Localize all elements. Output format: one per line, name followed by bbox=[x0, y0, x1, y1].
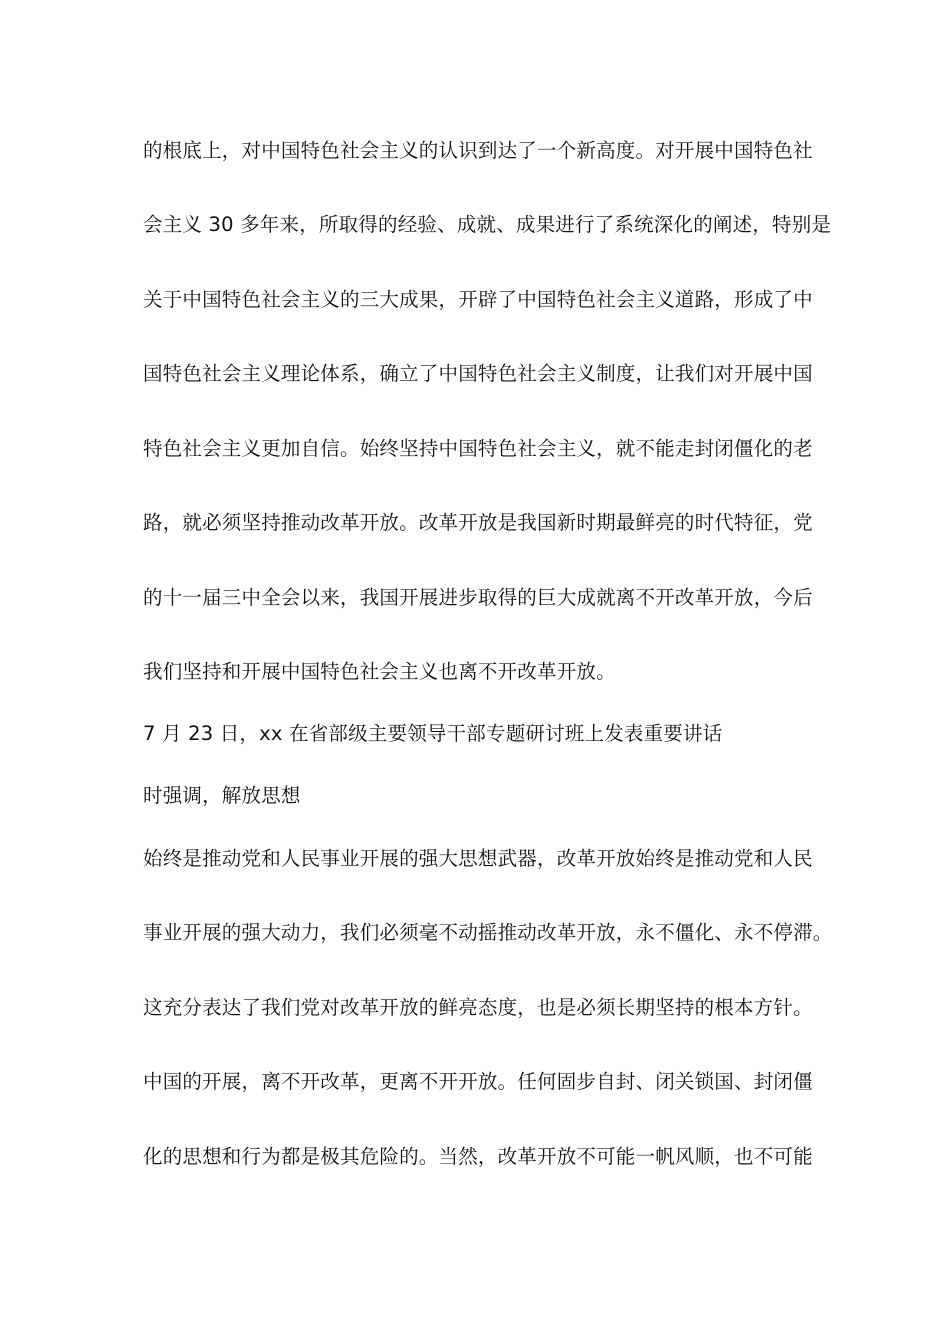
text-line: 这充分表达了我们党对改革开放的鲜亮态度，也是必须长期坚持的根本方针。 bbox=[143, 996, 813, 1019]
text-line: 关于中国特色社会主义的三大成果，开辟了中国特色社会主义道路，形成了中 bbox=[143, 288, 813, 311]
text-line: 会主义 30 多年来，所取得的经验、成就、成果进行了系统深化的阐述，特别是 bbox=[143, 213, 832, 236]
text-line: 的根底上，对中国特色社会主义的认识到达了一个新高度。对开展中国特色社 bbox=[143, 139, 813, 162]
text-line: 时强调，解放思想 bbox=[143, 784, 301, 807]
text-line: 事业开展的强大动力，我们必须毫不动摇推动改革开放，永不僵化、永不停滞。 bbox=[143, 921, 833, 944]
text-line: 中国的开展，离不开改革，更离不开开放。任何固步自封、闭关锁国、封闭僵 bbox=[143, 1070, 813, 1093]
text-line: 我们坚持和开展中国特色社会主义也离不开改革开放。 bbox=[143, 660, 616, 683]
text-line: 特色社会主义更加自信。始终坚持中国特色社会主义，就不能走封闭僵化的老 bbox=[143, 437, 813, 460]
text-line: 路，就必须坚持推动改革开放。改革开放是我国新时期最鲜亮的时代特征，党 bbox=[143, 511, 813, 534]
text-line: 的十一届三中全会以来，我国开展进步取得的巨大成就离不开改革开放，今后 bbox=[143, 586, 813, 609]
text-line: 7 月 23 日，xx 在省部级主要领导干部专题研讨班上发表重要讲话 bbox=[143, 722, 723, 745]
text-line: 始终是推动党和人民事业开展的强大思想武器，改革开放始终是推动党和人民 bbox=[143, 847, 813, 870]
text-line: 国特色社会主义理论体系，确立了中国特色社会主义制度，让我们对开展中国 bbox=[143, 362, 813, 385]
text-line: 化的思想和行为都是极其危险的。当然，改革开放不可能一帆风顺，也不可能 bbox=[143, 1145, 813, 1168]
